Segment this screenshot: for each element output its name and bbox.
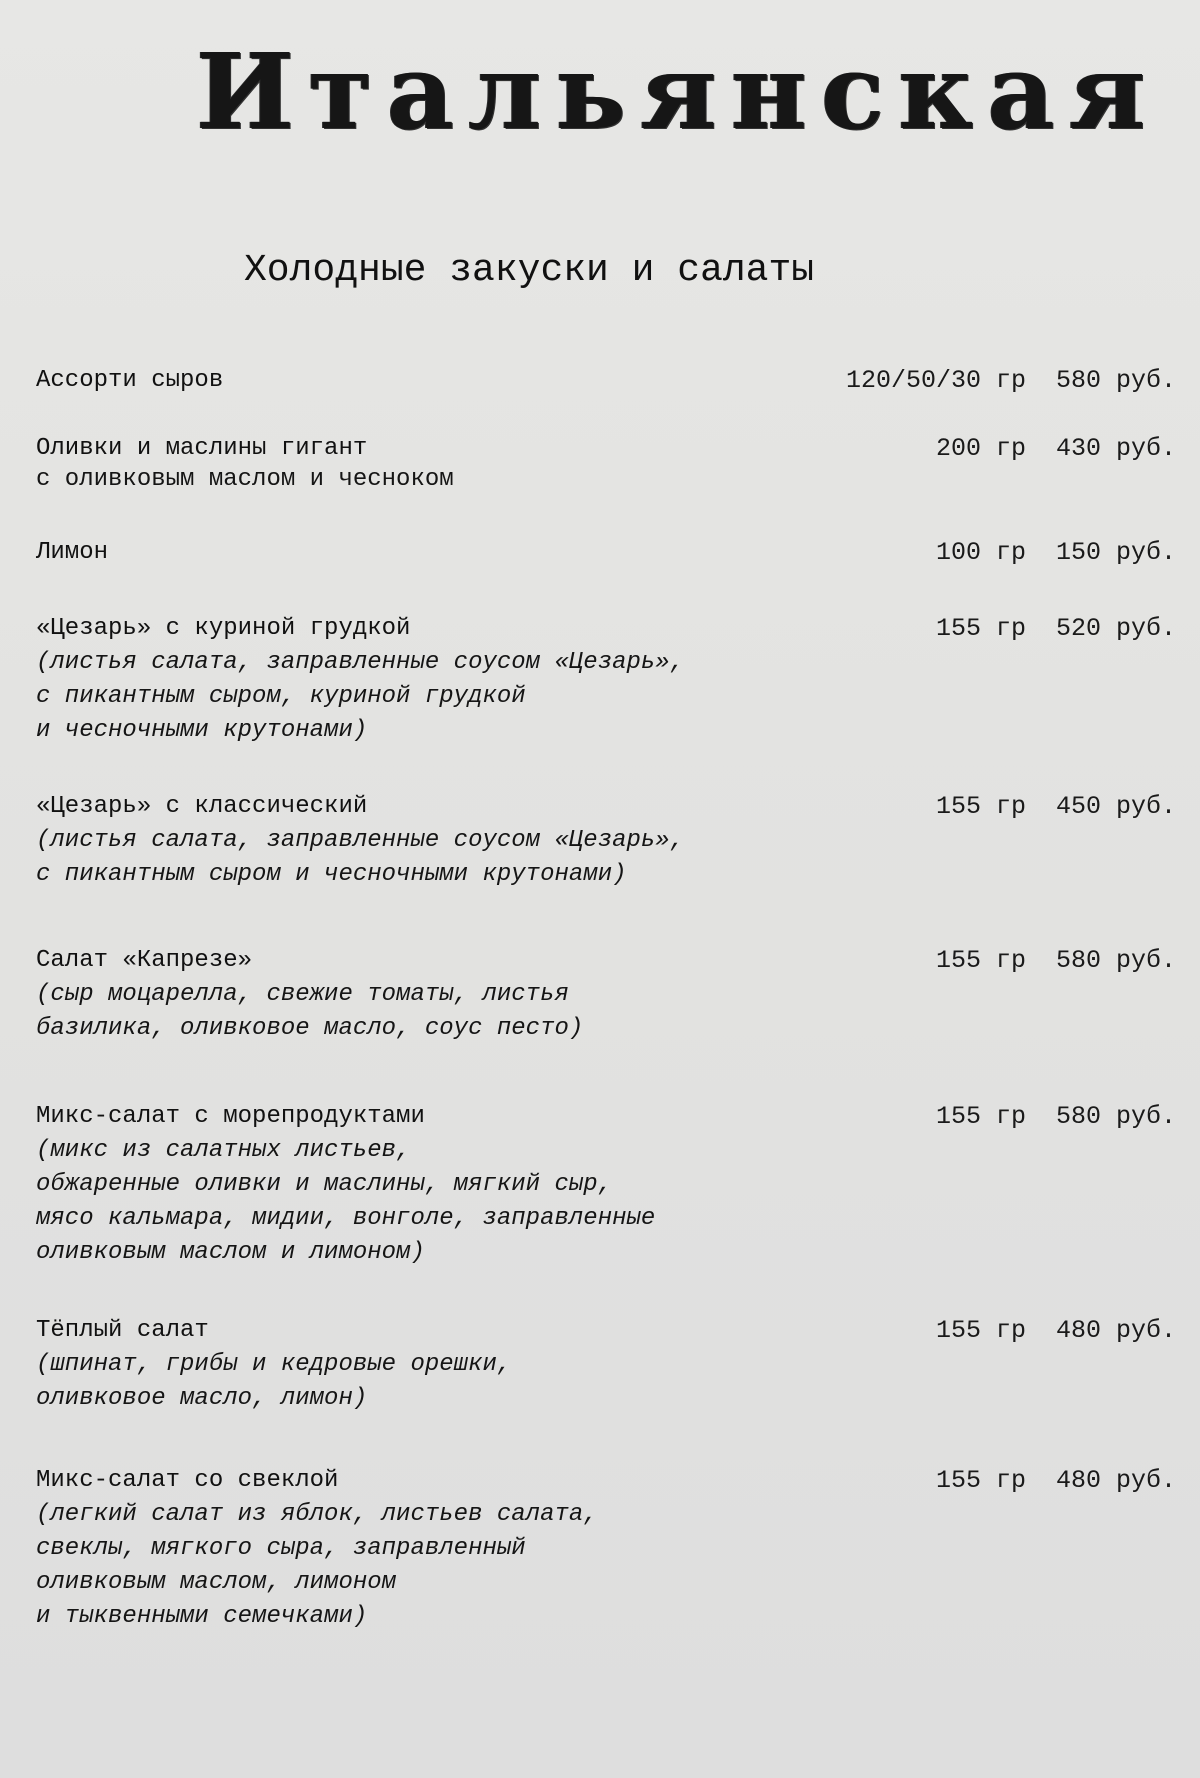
menu-item-warm-salad [36, 1314, 1176, 1416]
item-price: 450 руб. [1055, 792, 1176, 821]
menu-item-beet-mix [36, 1464, 1176, 1634]
menu-item-lemon [36, 536, 1176, 570]
item-price: 520 руб. [1055, 614, 1176, 643]
section-heading: Холодные закуски и салаты [244, 249, 815, 292]
item-weight: 155 гр [935, 614, 1026, 643]
item-weight: 200 гр [935, 434, 1026, 463]
menu-item-seafood-mix [36, 1100, 1176, 1270]
item-price: 480 руб. [1055, 1316, 1176, 1345]
item-name: «Цезарь» с куриной грудкой [36, 615, 411, 642]
item-price: 580 руб. [1055, 1102, 1176, 1131]
item-weight: 155 гр [935, 946, 1026, 975]
item-description: (листья салата, заправленные соусом «Цезарь», с пикантным сыром и чесночными крутонами) [36, 827, 685, 888]
item-weight: 155 гр [935, 1102, 1026, 1131]
menu-item-olives [36, 432, 1176, 494]
item-name: Ассорти сыров [36, 367, 224, 394]
item-price: 150 руб. [1055, 538, 1176, 567]
item-name: Салат «Капрезе» [36, 947, 253, 974]
item-name: «Цезарь» с классический [36, 793, 368, 820]
item-name: Микс-салат с морепродуктами [36, 1103, 425, 1130]
menu-item-caesar-chicken [36, 612, 1176, 748]
item-name: Лимон [36, 539, 109, 566]
menu-item-caprese [36, 944, 1176, 1046]
item-name: Микс-салат со свеклой [36, 1467, 339, 1494]
item-weight: 155 гр [935, 792, 1026, 821]
item-description: с оливковым маслом и чесноком [36, 466, 454, 493]
item-description: (микс из салатных листьев, обжаренные оливки и маслины, мягкий сыр, мясо кальмара, мидии, вонголе, заправленные оливковым маслом и лимоном) [36, 1137, 656, 1266]
item-price: 480 руб. [1055, 1466, 1176, 1495]
item-price: 580 руб. [1055, 946, 1176, 975]
menu-title: Итальянская [196, 30, 1160, 153]
item-weight: 155 гр [935, 1316, 1026, 1345]
item-weight: 100 гр [935, 538, 1026, 567]
item-price: 430 руб. [1055, 434, 1176, 463]
menu-item-cheese-assortment [36, 364, 1176, 398]
item-name: Тёплый салат [36, 1317, 209, 1344]
item-weight: 155 гр [935, 1466, 1026, 1495]
item-price: 580 руб. [1055, 366, 1176, 395]
item-description: (сыр моцарелла, свежие томаты, листья базилика, оливковое масло, соус песто) [36, 981, 584, 1042]
item-description: (листья салата, заправленные соусом «Цезарь», с пикантным сыром, куриной грудкой и чесночными крутонами) [36, 649, 685, 744]
menu-item-caesar-classic [36, 790, 1176, 892]
item-name: Оливки и маслины гигант [36, 435, 368, 462]
item-description: (шпинат, грибы и кедровые орешки, оливковое масло, лимон) [36, 1351, 512, 1412]
item-weight: 120/50/30 гр [845, 366, 1026, 395]
item-description: (легкий салат из яблок, листьев салата, свеклы, мягкого сыра, заправленный оливковым маслом, лимоном и тыквенными семечками) [36, 1501, 598, 1630]
